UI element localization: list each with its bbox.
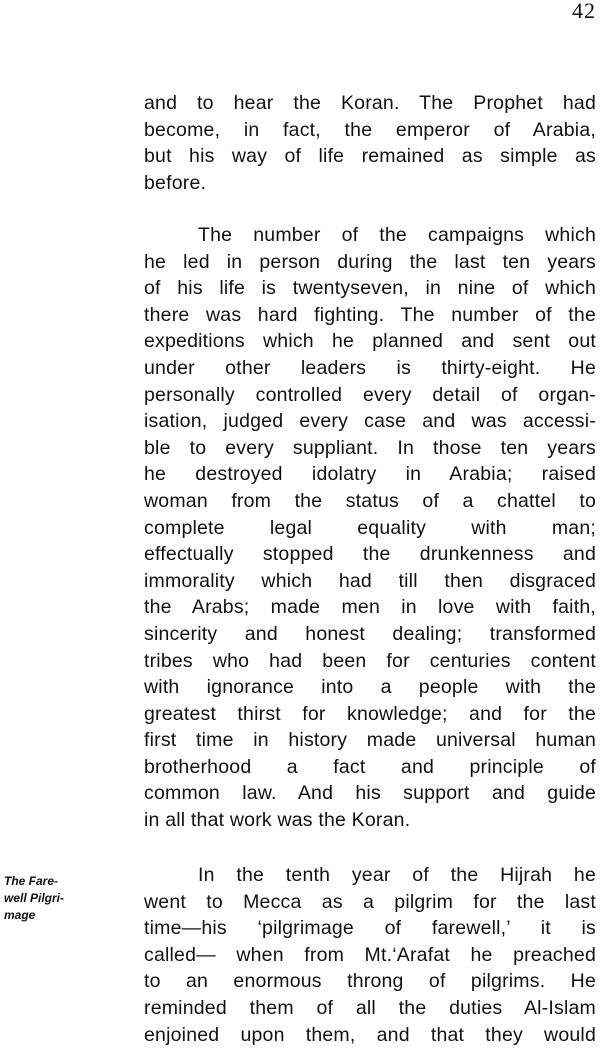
- paragraph-1: [144, 90, 596, 196]
- margin-note-line: The Fare-: [4, 874, 59, 888]
- text-line: and to hear the Koran. The Prophet had: [144, 92, 596, 114]
- text-line: complete legal equality with man;: [144, 516, 596, 539]
- text-line: common law. And his support and guide: [144, 782, 596, 805]
- text-line: before.: [144, 171, 207, 194]
- text-line: but his way of life remained as simple as: [144, 145, 596, 168]
- text-line: with ignorance into a people with the: [144, 676, 596, 699]
- text-line: brotherhood a fact and principle of: [144, 755, 596, 778]
- text-line: personally controlled every detail of organ-: [144, 383, 596, 406]
- text-line: time—his ‘pilgrimage of farewell,’ it is: [144, 917, 596, 940]
- text-line: first time in history made universal human: [144, 729, 596, 752]
- text-line: In the tenth year of the Hijrah he: [198, 864, 596, 886]
- text-line: to an enormous throng of pilgrims. He: [144, 970, 596, 993]
- page-number: 42: [572, 0, 596, 23]
- margin-note-line: well Pilgri-: [4, 891, 65, 905]
- text-line: under other leaders is thirty-eight. He: [144, 356, 596, 379]
- text-line: called— when from Mt.‘Arafat he preached: [144, 943, 596, 966]
- text-line: expeditions which he planned and sent out: [144, 330, 596, 353]
- text-line: enjoined upon them, and that they would: [144, 1023, 596, 1046]
- margin-note: [4, 873, 104, 924]
- text-line: in all that work was the Koran.: [144, 809, 411, 832]
- text-line: woman from the status of a chattel to: [144, 489, 596, 512]
- text-line: isation, judged every case and was accessi-: [144, 410, 596, 433]
- text-line: immorality which had till then disgraced: [144, 569, 596, 592]
- text-line: tribes who had been for centuries content: [144, 649, 596, 672]
- text-line: The number of the campaigns which: [198, 224, 596, 246]
- text-line: of his life is twentyseven, in nine of which: [144, 277, 596, 300]
- margin-note-line: mage: [4, 908, 36, 922]
- text-line: the Arabs; made men in love with faith,: [144, 596, 596, 619]
- text-line: he led in person during the last ten years: [144, 250, 596, 273]
- text-line: effectually stopped the drunkenness and: [144, 543, 596, 566]
- text-line: sincerity and honest dealing; transformed: [144, 622, 596, 645]
- paragraph-3: [144, 862, 596, 1048]
- text-line: went to Mecca as a pilgrim for the last: [144, 890, 596, 913]
- text-line: become, in fact, the emperor of Arabia,: [144, 118, 596, 141]
- text-line: reminded them of all the duties Al-Islam: [144, 996, 596, 1019]
- text-line: ble to every suppliant. In those ten years: [144, 436, 596, 459]
- text-line: there was hard fighting. The number of the: [144, 303, 596, 326]
- text-line: greatest thirst for knowledge; and for the: [144, 702, 596, 725]
- text-line: he destroyed idolatry in Arabia; raised: [144, 463, 596, 486]
- paragraph-2: [144, 222, 596, 834]
